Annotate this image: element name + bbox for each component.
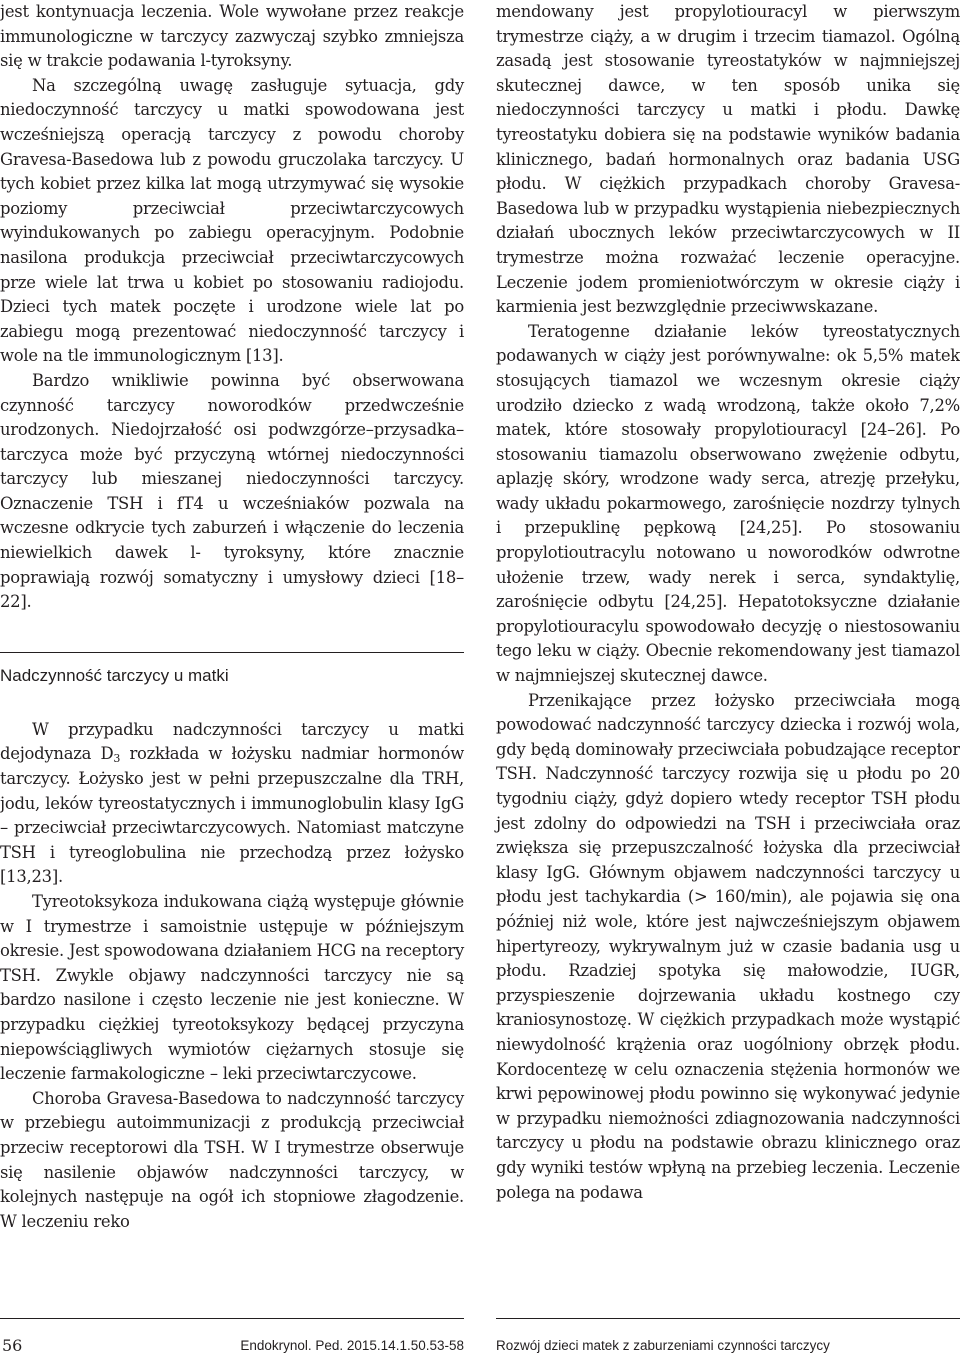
- paragraph: Choroba Gravesa-Basedowa to nadczynność tarczycy w przebiegu autoimmunizacji z produkcją przeciwciał przeciw receptorowi dla TSH. W I trymestrze obserwuje się nasilenie objawów nadczynności tarczycy, w kolejnych następuje na ogół ich stopniowe złagodzenie. W leczeniu reko: [0, 1088, 464, 1231]
- paragraph: Przenikające przez łożysko przeciwciała mogą powodować nadczynność tarczycy dziecka i rozwój wola, gdy będą dominowały przeciwciała pobudzające receptor TSH. Nadczynność tarczycy rozwija się u płodu po 20 tygodniu ciąży, gdyż dopiero wtedy receptor TSH płodu jest zdolny do odpowiedzi na TSH i przeciwciała oraz zwiększa się przepuszczalność łożyska dla przeciwciał klasy IgG. Głównym objawem nadczynności tarczycy u płodu jest tachykardia (> 160/min), ale pojawia się ona później niż wole, które jest najwcześniejszym objawem hipertyreozy, wykrywalnym już w czasie badania usg u płodu. Rzadziej spotyka się małowodzie, IUGR, przyspieszenie dojrzewania układu kostnego czy kraniosynostozę. W ciężkich przypadkach może wystąpić niewydolność krążenia oraz uogólniony obrzęk płodu. Kordocentezę w celu oznaczenia stężenia hormonów we krwi pępowinowej płodu powinno się wykonywać jedynie w przypadku niemożności zdiagnozowania nadczynności tarczycy u płodu na podstawie obrazu klinicznego oraz gdy wyniki testów wpłyną na przebieg leczenia. Leczenie polega na podawa: [496, 690, 960, 1202]
- paragraph: jest kontynuacja leczenia. Wole wywołane przez reakcje immunologiczne w tarczycy zazwyczaj szybko zmniejsza się w trakcie podawania l-tyroksyny.: [0, 2, 464, 71]
- page-footer: [0, 1318, 960, 1365]
- paragraph: Bardzo wnikliwie powinna być obserwowana czynność tarczycy noworodków przedwcześnie urodzonych. Niedojrzałość osi podwzgórze–przysadka–tarczyca może być przyczyną wtórnej niedoczynności tarczycy lub mieszanej niedoczynności tarczycy. Oznaczenie TSH i fT4 u wcześniaków pozwala na wczesne odkrycie tych zaburzeń i włączenie do leczenia niewielkich dawek l- tyroksyny, które znacznie poprawiają rozwój somatyczny i umysłowy dzieci [18–22].: [0, 370, 464, 612]
- paragraph: Teratogenne działanie leków tyreostatycznych podawanych w ciąży jest porównywalne: ok 5,5% matek stosujących tiamazol we wczesnym okresie ciąży urodziło dziecko z wadą wrodzoną, także około 7,2% matek, które stosowały propylotiouracyl [24–26]. Po stosowaniu tiamazolu obserwowano zwężenie odbytu, aplazję skóry, wrodzone wady serca, atrezję przełyku, wady układu pokarmowego, zarośnięcie nozdrzy tylnych i przepuklinę pępkową [24,25]. Po stosowaniu propylotioutracylu notowano u noworodków odwrotne ułożenie trzew, wady nerek i serca, syndaktylię, zarośnięcie odbytu [24,25]. Hepatotoksyczne działanie propylotiouracylu spowodowało decyzję o niestosowaniu tego leku w ciąży. Obecnie rekomendowany jest tiamazol w najmniejszej skutecznej dawce.: [496, 321, 960, 686]
- footer-rule: [0, 1318, 464, 1319]
- section-heading: Nadczynność tarczycy u matki: [0, 665, 229, 685]
- paragraph: [0, 718, 464, 890]
- subscript: 3: [113, 752, 121, 766]
- paragraph-text: rozkłada w łożysku nadmiar hormonów tarczycy. Łożysko jest w pełni przepuszczalne dla TRH, jodu, leków tyreostatycznych i immunoglobulin klasy IgG – przeciwciał przeciwtarczycowych. Natomiast matczyne TSH i tyreoglobulina nie przechodzą przez łożysko [13,23].: [0, 744, 464, 887]
- right-column: [496, 0, 960, 1205]
- paragraph-text: W przypadku nadczynności tarczycy u matki dejodynaza D: [0, 719, 464, 764]
- left-column: [0, 0, 464, 1234]
- paragraph: mendowany jest propylotiouracyl w pierwszym trymestrze ciąży, a w drugim i trzecim tiamazol. Ogólną zasadą jest stosowanie tyreostatyków w najmniejszej skutecznej dawce, w ten sposób unika się niedoczynności tarczycy u matki i płodu. Dawkę tyreostatyku dobiera się na podstawie wyników badania klinicznego, badań hormonalnych oraz badania USG płodu. W ciężkich przypadkach choroby Gravesa-Basedowa lub w przypadku wystąpienia niebezpiecznych działań ubocznych leków przeciwtarczycowych w II trymestrze można rozważać leczenie operacyjne. Leczenie jodem promieniotwórczym w okresie ciąży i karmienia jest bezwzględnie przeciwwskazane.: [496, 2, 960, 317]
- journal-reference: Endokrynol. Ped. 2015.14.1.50.53-58: [240, 1338, 464, 1353]
- page-number: 56: [2, 1336, 23, 1355]
- running-title: Rozwój dzieci matek z zaburzeniami czynności tarczycy: [496, 1338, 830, 1353]
- paragraph: Tyreotoksykoza indukowana ciążą występuje głównie w I trymestrze i samoistnie ustępuje w późniejszym okresie. Jest spowodowana działaniem HCG na receptory TSH. Zwykle objawy nadczynności tarczycy nie są bardzo nasilone i często leczenie nie jest konieczne. W przypadku ciężkiej tyreotoksykozy będącej przyczyna niepowściągliwych wymiotów ciężarnych stosuje się leczenie farmakologiczne – leki przeciwtarczycowe.: [0, 892, 464, 1084]
- paragraph: Na szczególną uwagę zasługuje sytuacja, gdy niedoczynność tarczycy u matki spowodowana jest wcześniejszą operacją tarczycy z powodu choroby Gravesa-Basedowa lub z powodu gruczolaka tarczycy. U tych kobiet przez kilka lat mogą utrzymywać się wysokie poziomy przeciwciał przeciwtarczycowych wyindukowanych po zabiegu operacyjnym. Podobnie nasilona produkcja przeciwciał przeciwtarczycowych prze wiele lat trwa u kobiet po stosowaniu radiojodu. Dzieci tych matek poczęte i urodzone wiele lat po zabiegu mogą prezentować niedoczynność tarczycy i wole na tle immunologicznym [13].: [0, 75, 464, 366]
- footer-rule: [496, 1318, 960, 1319]
- section-divider: [0, 652, 464, 653]
